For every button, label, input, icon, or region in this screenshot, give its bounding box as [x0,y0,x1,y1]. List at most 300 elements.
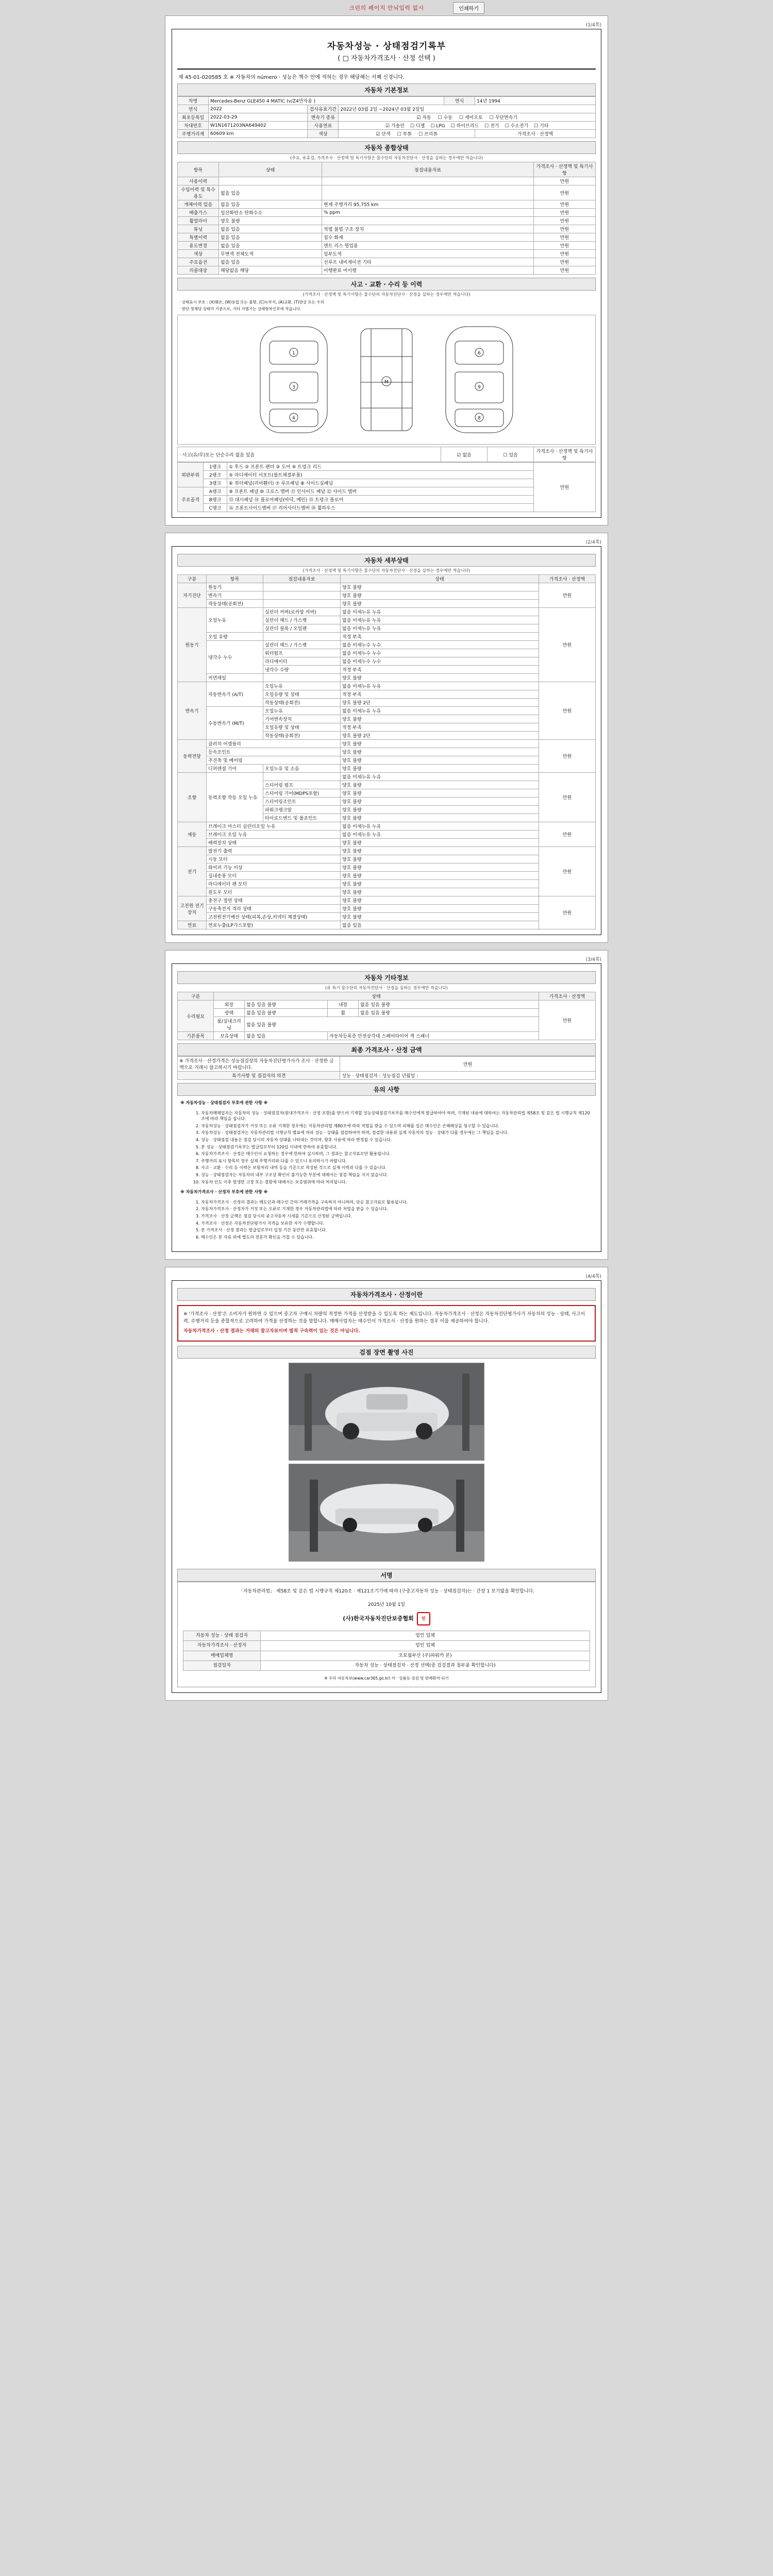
checkbox-accident-none[interactable] [457,453,461,458]
page-mark-2: (2/4쪽) [585,540,601,545]
caution-item: 9. 성능 · 상태점검자는 자동차의 내부 구조상 확인이 불가능한 부분에 대해서는 점검 책임을 지지 않습니다. [201,1172,593,1178]
caution-item: 8. 사고 · 교환 · 수리 등 이력은 보험처리 내역 등을 기준으로 작성된 것으로 실제 이력과 다를 수 있습니다. [201,1165,593,1171]
cell-state: 해당없음 해당 [219,266,322,275]
fuel-options [339,122,596,130]
checkbox-lpg[interactable] [430,124,434,129]
cell-label-subcolor: 검사유효기간 [308,105,339,113]
table-row [178,905,596,913]
option-label: 기타 [540,124,549,129]
mileage-value: 60609 [210,131,225,137]
option-label: 전기 [490,124,499,129]
cell-state: 없음 있음 [219,258,322,266]
caution-list-1 [180,1110,593,1185]
cell-item: 충전구 절연 상태 [207,896,341,905]
checkbox-cvt[interactable] [490,115,494,121]
checkbox-etc[interactable] [534,124,538,129]
cell-state: 양호 불량 [341,740,539,748]
cell-price: 만원 [539,740,596,773]
accident-status-label: · 사고(유/무)또는 단순수리 없음 있음 [178,447,441,462]
top-notice: 크린의 페이지 안뇌입력 없시 [349,5,424,11]
photo-grid [177,1359,596,1566]
cell-state: 없음 미세누유 누유 [341,682,539,690]
col-item: 항목 [207,575,263,583]
special-note-value: 성능 · 상태점검자 : 성능점검 년월일 : [340,1072,596,1080]
cell-item: 클러치 어셈블리 [207,740,341,748]
accident-legend-1: · 상태표시 부호 : (X)훼손, (W)용접 또는 불량, (C)녹부식, (A)교환, (T)판금 또는 수리 [179,300,324,304]
cell-state [219,177,322,185]
caution-item: 4. 가격조사 · 산정은 자동차진단평가사 자격을 보유한 자가 수행합니다. [201,1221,593,1227]
section-price-header: 최종 가격조사 · 산정 금액 [177,1043,596,1056]
cell-state: 양호 불량 [341,872,539,880]
table-row [178,496,596,504]
cell-item: 배출가스 [178,209,219,217]
cell-group: 고전원 전기장치 [178,896,207,921]
checkbox-diesel[interactable] [410,124,414,129]
cell-detail: 적법 불법 구조 장치 [322,225,534,233]
cell-state: 일산화탄소 탄화수소 [219,209,322,217]
cell-state2: 없음 있음 불량 [359,1001,539,1009]
checkbox-auto[interactable] [416,115,421,121]
option-label: 수소전기 [510,124,529,129]
cell-mileage [209,130,308,138]
svg-text:6: 6 [478,351,481,356]
svg-text:9: 9 [478,385,481,390]
cell-state: 양호 불량 [341,888,539,896]
col-detail: 점검내용자료 [263,575,341,583]
cell-state: 없음 있음 [219,200,322,209]
cell-parts: ⑬ 대시패널 ⑭ 플로어패널(바닥, 메인) ⑮ 트렁크 플로어 [227,496,534,504]
signature-box [177,1582,596,1688]
cell-item: 수입이력 및 특수용도 [178,185,219,200]
col-group: 구분 [178,575,207,583]
cell-state: 양호 불량 [341,814,539,822]
table-row [183,1651,590,1660]
cell-parts: ⑯ 프론트사이드멤버 ⑰ 리어사이드멤버 ⑱ 휠하우스 [227,504,534,512]
cell-parts: ⑥ 쿼터패널(리어휀더) ⑦ 루프패널 ⑧ 사이드실패널 [227,479,534,487]
cell-state: 적정 부족 [341,690,539,699]
transmission-options [339,113,596,122]
cell-item: 디퍼렌셜 기어 [207,765,263,773]
table-row [183,1631,590,1641]
option-label: 디젤 [415,124,425,129]
section-overall-header: 자동차 종합상태 [177,141,596,154]
checkbox-accident-yes[interactable] [503,453,507,458]
col-item: 항목 [178,162,219,177]
option-label: 단색 [381,132,391,137]
cell-detail [263,633,341,641]
table-row [178,674,596,682]
cell-state: 없음 미세누유 누유 [341,773,539,781]
cell-sub2: 휠 [328,1009,359,1017]
cell-parts: ① 후드 ② 프론트 펜더 ③ 도어 ④ 트렁크 리드 [227,463,534,471]
cell-price: 만원 [539,847,596,896]
table-header-row [178,575,596,583]
cell-state: 양호 불량 2단 [341,699,539,707]
cell-state2: 없음 있음 불량 [359,1009,539,1017]
cell-price: 만원 [539,822,596,847]
cell-state2: 자동차등록증 안전삼각대 스페어타이어 잭 스패너 [328,1032,539,1040]
cell-item: 원동기 [207,583,263,591]
svg-text:3: 3 [292,385,295,390]
option-label: 세미오토 [464,115,483,121]
cell-item: 냉각수 누수 [207,641,263,674]
car-diagram [177,315,596,445]
page-4 [165,1267,608,1701]
photo-front [289,1363,484,1461]
cell-state: 양호 불량 [341,789,539,798]
table-row [178,863,596,872]
cell-item: 오일누유 [207,608,263,633]
table-row [178,471,596,479]
cell-item: 휠얼라이 [178,217,219,225]
cell-item: 변속기 [207,591,263,600]
cell-state: 양호 불량 [341,756,539,765]
cell-item: 배력장치 상태 [207,839,341,847]
col-price: 가격조사 · 산정액 및 특기사항 [534,162,596,177]
caution-item: 3. 가격조사 · 산정 금액은 점검 당시의 중고자동차 시세를 기준으로 산정된 금액입니다. [201,1213,593,1219]
caution-item: 4. 성능 · 상태점검 내용은 점검 당시의 자동차 상태를 나타내는 것이며, 향후 사용에 따라 변경될 수 있습니다. [201,1137,593,1143]
cell-price: 만원 [539,682,596,740]
cell-detail: 오일유량 및 상태 [263,723,341,732]
car-top-view-icon [245,320,343,439]
cell-item: 와이퍼 기능 이상 [207,863,341,872]
sign-row-label: 점검일자 [183,1660,261,1670]
cell-label-trans: 변속기 종류 [308,113,339,122]
cell-item: 자동변속기 (A/T) [207,682,263,707]
table-row [178,773,596,781]
table-row [178,479,596,487]
col-state: 상태 [214,992,539,1001]
cell-group: 동력전달 [178,740,207,773]
table-row [178,130,596,138]
caution-item: 1. 자동차가격조사 · 산정의 결과는 매도인과 매수인 간의 거래가격을 구속하지 아니하며, 단순 참고자료로 활용됩니다. [201,1199,593,1206]
cell-item: 동력조향 작동 오일 누유 [207,773,263,822]
sign-statement: 「자동차관리법」 제58조 및 같은 법 시행규칙 제120조 · 제121조기기에 따라 (구중고자동차 성능 · 상태점검자)는 · 간장 1 보기없을 확인합니다. [238,1588,535,1594]
photo-underbody-image [289,1464,484,1562]
section-accident-note: (가격조사 · 산정액 및 특기사항은 물수단의 자동차진단사 · 산정을 실하는 경우에만 적습니다) [303,292,470,297]
accident-price-header: 가격조사 · 산정액 및 특기사항 [534,447,596,462]
cell-grade: 3랭크 [204,479,227,487]
sign-row-value: 오토월부산 (주)파워카 본) [261,1651,590,1660]
cell-item: 연료누출(LP가스포함) [207,921,341,929]
cell-sub: 광택 [214,1009,245,1017]
cell-item: 색상 [178,250,219,258]
price-note-cell: ※ 가격조사 · 산정가격은 성능점검장의 자동차진단평가사가 조사 · 산정한 금액으로 거래시 참고하시기 바랍니다. [178,1057,340,1072]
cell-state: 없음 있음 [341,921,539,929]
caution-item: 6. 매수인은 본 자료 외에 별도의 전문가 확인을 거칠 수 있습니다. [201,1234,593,1241]
table-row [178,831,596,839]
table-row [178,209,596,217]
table-row [178,185,596,200]
cell-detail: 오일누유 [263,707,341,715]
cell-detail [263,591,341,600]
table-row [178,591,596,600]
col-price: 가격조사 · 산정액 [539,575,596,583]
cell-detail: 기어변속장치 [263,715,341,723]
cell-state: 양호 불량 [341,765,539,773]
page-title: 자동차성능 · 상태점검기록부 [327,41,446,52]
table-row [178,200,596,209]
priceinfo-body: ※ '가격조사 · 산정'은 소비자가 원하면 수 있으며 중고차 구매시 차량의 적정한 가격을 산정받을 수 있도록 하는 제도입니다. 자동차가격조사 · 산정은 자동차진단평가사가 자동차의 성능 · 상태, 사고이력, 주행거리 등을 종합적으로 고려하여 가격을 산정하는 것을 말합니다. 매매사업자는 매수인이 가격조사 · 산정을 원하는 경우 이를 제공하여야 합니다. [183,1312,585,1324]
sign-row-label: 자동차가격조사 · 산정자 [183,1641,261,1651]
table-row [178,872,596,880]
cell-price: 만원 [534,233,596,242]
cell-detail: 렌트 리스 영업용 [322,242,534,250]
cell-price: 만원 [534,258,596,266]
table-row [178,855,596,863]
cell-detail [322,217,534,225]
caution-item: 7. 주행거리 표시 항목의 경우 실제 주행거리와 다를 수 있으니 유의하시기 바랍니다. [201,1158,593,1164]
caution-item: 2. 자동차성능 · 상태점검자가 거짓 또는 오류 기재한 경우에는 자동차관리법 제80조에 따라 처벌을 받을 수 있으며 피해를 입은 매수인은 손해배상을 청구할 수 있습니다. [201,1123,593,1129]
cell-item: 작동상태(공회전) [207,600,263,608]
cell-state: 양호 불량 [341,600,539,608]
doc-box-3 [172,963,601,1252]
cell-state: 없음 미세누유 누유 [341,831,539,839]
print-button[interactable]: 인쇄하기 [453,2,484,14]
cell-detail [322,177,534,185]
caution-list-2 [180,1199,593,1241]
cell-price: 만원 [534,225,596,233]
caution-item: 3. 자동차성능 · 상태점검자는 자동차관리법 시행규칙 별표에 따라 성능 · 상태를 점검하여야 하며, 점검한 내용과 실제 자동차의 성능 · 상태가 다를 경우에는 그 책임을 집니다. [201,1130,593,1136]
table-row [178,242,596,250]
cell-state: 적정 부족 [341,666,539,674]
cell-item: 브레이크 오일 누유 [207,831,341,839]
caution-group-head-1: ※ 자동차성능 · 상태점검자 부호에 관한 사항 ※ [180,1100,268,1105]
section-basic-header: 자동차 기본정보 [177,83,596,96]
cell-price: 만원 [534,185,596,200]
table-row [178,463,596,471]
table-row [178,1001,596,1009]
table-row [183,1641,590,1651]
doc-box-2 [172,546,601,935]
cell-state: 양호 불량 [341,880,539,888]
cell-price: 만원 [539,583,596,608]
cell-state: 양호 불량 [341,896,539,905]
cell-group: 수리필요 [178,1001,214,1032]
cell-price: 만원 [539,773,596,822]
accident-status-none: ☑ 없음 [441,447,488,462]
col-price: 가격조사 · 산정액 [539,992,596,1001]
table-row [178,756,596,765]
option-label: 무단변속기 [495,115,518,121]
cell-grade: C랭크 [204,504,227,512]
checkbox-semiauto[interactable] [459,115,463,121]
table-row [178,913,596,921]
col-state: 상태 [341,575,539,583]
cell-state: 없음 미세누수 누수 [341,657,539,666]
checkbox-two-tone[interactable] [397,132,401,137]
cell-state: 없음 있음 불량 [245,1017,539,1032]
table-row [178,97,596,105]
table-row [178,504,596,512]
sign-date: 2025년 10월 1일 [368,1602,405,1607]
photo-front-image [289,1363,484,1461]
table-row [183,1660,590,1670]
accident-legend-2: · 판단 및해당 상태가 기준으로, 기타 가볍기는 상태항목인부에 적습니다. [179,307,301,311]
cell-state: 양호 불량 [341,863,539,872]
table-row [178,1072,596,1080]
table-row [178,177,596,185]
accident-status-table [177,447,596,462]
cell-state: 없음 있음 [219,185,322,200]
cell-label: 차대번호 [178,122,209,130]
page-mark-4: (4/4쪽) [585,1274,601,1280]
cell-label: 최초등록일 [178,113,209,122]
cell-item: 주요옵션 [178,258,219,266]
cell-label-color: 색상 [308,130,339,138]
cell-state: 양호 불량 [341,913,539,921]
cell-state: 없음 미세누유 누유 [341,608,539,616]
cell-price: 만원 [539,1001,596,1040]
table-header-row [178,992,596,1001]
cell-detail: 라디에이터 [263,657,341,666]
svg-text:M: M [384,380,389,385]
cell-item: 커먼레일 [207,674,263,682]
cell-grade: 1랭크 [204,463,227,471]
option-label: 하이브리드 [456,124,479,129]
detail-rows [178,583,596,929]
cell-group: 자기진단 [178,583,207,608]
cell-detail [263,600,341,608]
mileage-unit: km [226,131,234,137]
cell-price: 만원 [534,266,596,275]
cell-state: 무변색 전체도색 [219,250,322,258]
cell-item: 개체이력 있음 [178,200,219,209]
svg-text:8: 8 [478,416,481,421]
cell-label: 연식 [178,105,209,113]
cell-value: 2022 [209,105,308,113]
cell-state: 양호 불량 [341,839,539,847]
table-row [178,608,596,616]
checkbox-gasoline[interactable] [385,124,390,129]
cell-item: 수동변속기 (M/T) [207,707,263,740]
table-row [178,1009,596,1017]
col-state: 상태 [219,162,322,177]
caution-group-head-2: ※ 자동차가격조사 · 산정자 부호에 관한 사항 ※ [180,1190,268,1195]
sign-company: (사)한국자동차진단보증협회 [343,1615,414,1622]
color-options [339,130,475,138]
caution-body [177,1096,596,1246]
seal-stamp-icon: 인 [417,1612,430,1625]
cell-price: 만원 [539,608,596,682]
table-row [178,113,596,122]
cell-group: 전기 [178,847,207,896]
cell-detail: % ppm [322,209,534,217]
cell-state: 양호 불량 [219,217,322,225]
cell-price: 만원 [534,200,596,209]
cell-item: 라디에이터 팬 모터 [207,880,341,888]
title-block [177,39,596,70]
cell-state: 양호 불량 [341,748,539,756]
cell-state: 양호 불량 [341,905,539,913]
table-row [178,633,596,641]
cell-detail: 일부도색 [322,250,534,258]
col-detail: 점검내용자료 [322,162,534,177]
cell-detail: 작동상태(공회전) [263,699,341,707]
cell-detail: 오일누유 및 소음 [263,765,341,773]
checkbox-single-color[interactable] [376,132,380,137]
cell-price: 만원 [534,177,596,185]
doc-box-4 [172,1280,601,1693]
cell-state: 없음 미세누수 누수 [341,649,539,657]
special-note-label: 특기사항 및 점검자의 의견 [178,1072,340,1080]
checkbox-three-tone[interactable] [418,132,423,137]
option-label: 쓰리톤 [424,132,438,137]
cell-state: 양호 불량 2단 [341,732,539,740]
cell-state: 없음 미세누유 누유 [341,616,539,624]
checkbox-electric[interactable] [484,124,489,129]
final-price-value: 만원 [340,1057,596,1072]
cell-state: 없음 있음 [219,242,322,250]
cell-item: 튜닝 [178,225,219,233]
detail-table [177,574,596,929]
section-photo-header: 검점 장면 촬영 사진 [177,1346,596,1359]
cell-grade: A랭크 [204,487,227,496]
section-other-note: (유 특기 물수단의 자동차진단사 · 산정을 실하는 경우에만 적습니다) [325,986,448,990]
cell-state: 양호 불량 [341,591,539,600]
page-mark-3: (3/4쪽) [585,957,601,962]
overall-table [177,162,596,275]
cell-detail: 실린더 커버(로커암 커버) [263,608,341,616]
cell-detail: 실린더 헤드 / 가스켓 [263,641,341,649]
cell-group: 원동기 [178,608,207,682]
cell-sub: 룸/실내크리닝 [214,1017,245,1032]
cell-detail: 실린더 블록 / 오일팬 [263,624,341,633]
option-label: LPG [436,124,445,129]
car-side-view-icon [430,320,528,439]
cell-group: 연료 [178,921,207,929]
cell-state: 없음 있음 [219,225,322,233]
option-label: 수동 [443,115,452,121]
cell-item: 윈도우 모터 [207,888,341,896]
option-label: 투톤 [402,132,412,137]
table-row [178,682,596,690]
cell-group: 기본품목 [178,1032,214,1040]
accident-status-yes: ☐ 있음 [488,447,534,462]
cell-item: 오일 유량 [207,633,263,641]
checkbox-hydrogen[interactable] [505,124,509,129]
cell-detail [263,773,341,781]
basic-info-table [177,96,596,138]
cell-item: 발전기 출력 [207,847,341,855]
table-header-row [178,162,596,177]
cell-parts: ⑤ 라디에이터 서포트(볼트체결부품) [227,471,534,479]
cell-price: 만원 [534,250,596,258]
cell-state: 없음 미세누수 누수 [341,641,539,649]
cell-state: 없음 미세누유 누유 [341,822,539,831]
sign-row-value: 엄인 업체 [261,1641,590,1651]
cell-item: 고전원전기배선 상태(피복,손상,커넥터 체결상태) [207,913,341,921]
doc-number-line: 제 45-01-020585 호 ※ 자동차의 número · 성능은 책수 안에 적혀는 경우 해당해는 서째 신경니다. [178,75,405,80]
caution-item: 2. 자동차가격조사 · 산정자가 거짓 또는 오류로 기재한 경우 자동차관리법에 따라 처벌을 받을 수 있습니다. [201,1206,593,1212]
checkbox-hybrid[interactable] [451,124,455,129]
sign-footer: ※ 우리 자동차보(www.car365.go.kr) 카 · 상품등 검검 및 판매확역 되기 [324,1675,449,1681]
page-1 [165,15,608,526]
table-row [178,888,596,896]
page-mark-1: (1/4쪽) [585,23,601,28]
cell-state: 양호 불량 [341,715,539,723]
table-row [178,217,596,225]
cell-state: 양호 불량 [341,806,539,814]
caution-item: 1. 자동차매매업자는 자동차의 성능 · 상태점검자(원내가격조사 · 산정 포함)를 받으여 기재할 성능상태점검기록부를 매수인에게 발급하여야 하며, 기재된 내용에 대하여는 자동차관리법 제58조 및 같은 법 시행규칙 제120조에 따라 책임을 집니다. [201,1110,593,1122]
checkbox-manual[interactable] [438,115,442,121]
sign-row-label: 자동차 성능 · 상태 점검자 [183,1631,261,1641]
car-frame-view-icon [348,320,425,439]
table-row [178,583,596,591]
table-row [178,105,596,113]
cell-grade: B랭크 [204,496,227,504]
table-row [178,1017,596,1032]
